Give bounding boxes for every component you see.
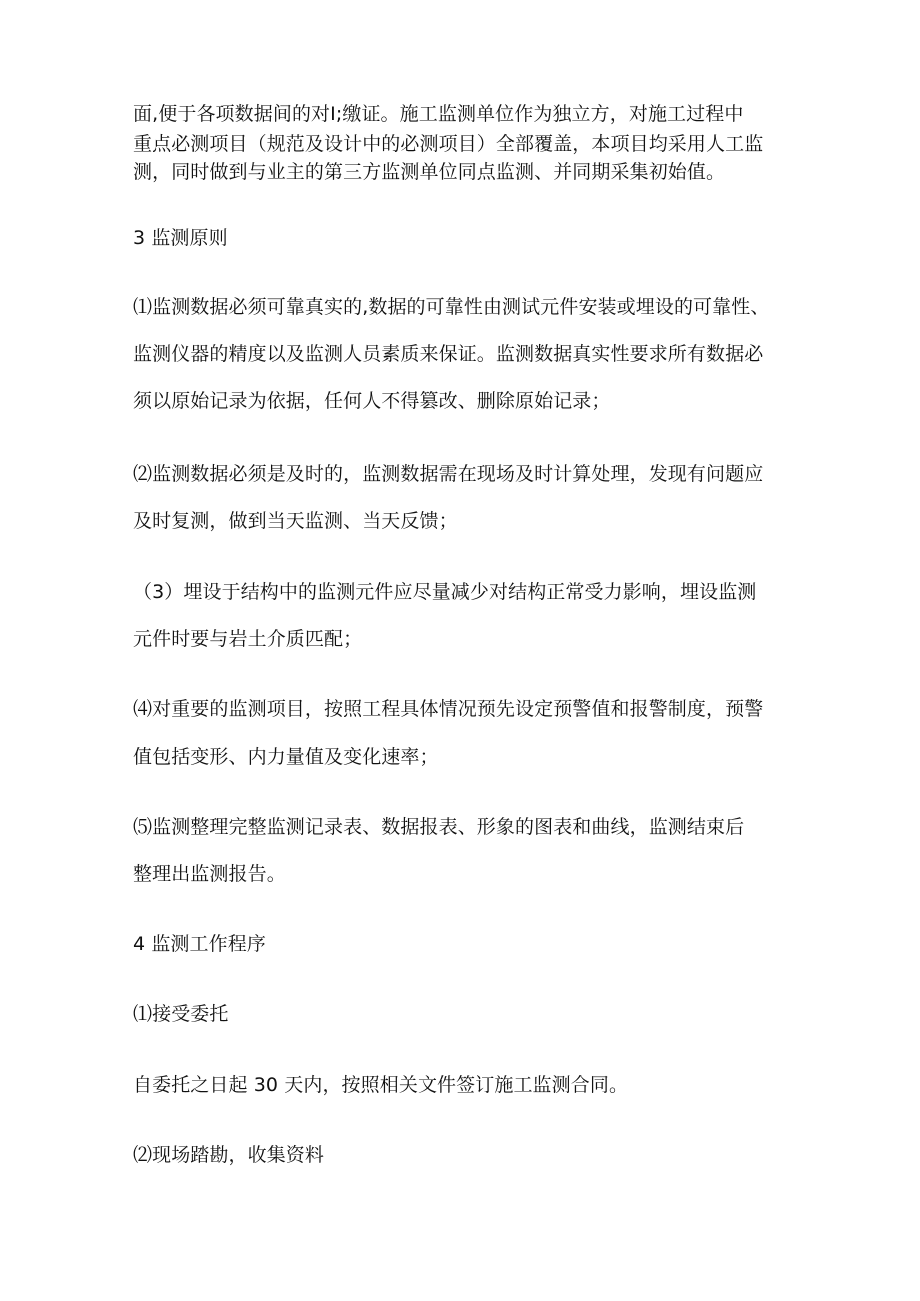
procedure-step-1-text: 自委托之日起 30 天内，按照相关文件签订施工监测合同。 xyxy=(133,1074,629,1096)
principle-2-line-2: 及时复测，做到当天监测、当天反馈； xyxy=(133,510,458,532)
principle-5-line-2: 整理出监测报告。 xyxy=(133,863,286,885)
principle-1-line-2: 监测仪器的精度以及监测人员素质来保证。监测数据真实性要求所有数据必 xyxy=(133,343,764,365)
section-4-heading: 4 监测工作程序 xyxy=(133,933,266,955)
principle-4-line-1: ⑷对重要的监测项目，按照工程具体情况预先设定预警值和报警制度，预警 xyxy=(133,698,764,720)
principle-1-line-1: ⑴监测数据必须可靠真实的,数据的可靠性由测试元件安装或埋设的可靠性、 xyxy=(133,296,770,318)
intro-line-1: 面,便于各项数据间的对Ⅰ;缴证。施工监测单位作为独立方，对施工过程中 xyxy=(133,103,744,125)
principle-4-line-2: 值包括变形、内力量值及变化速率； xyxy=(133,746,439,768)
principle-1-line-3: 须以原始记录为依据，任何人不得篡改、删除原始记录； xyxy=(133,390,611,412)
principle-2-line-1: ⑵监测数据必须是及时的，监测数据需在现场及时计算处理，发现有问题应 xyxy=(133,463,764,485)
procedure-step-1-title: ⑴接受委托 xyxy=(133,1003,229,1025)
principle-3-line-1: （3）埋设于结构中的监测元件应尽量减少对结构正常受力影响，埋设监测 xyxy=(133,581,757,603)
principle-5-line-1: ⑸监测整理完整监测记录表、数据报表、形象的图表和曲线，监测结束后 xyxy=(133,816,745,838)
procedure-step-2-title: ⑵现场踏勘，收集资料 xyxy=(133,1144,325,1166)
intro-line-3: 测，同时做到与业主的第三方监测单位同点监测、并同期采集初始值。 xyxy=(133,161,726,183)
intro-line-2: 重点必测项目（规范及设计中的必测项目）全部覆盖，本项目均采用人工监 xyxy=(133,133,764,155)
principle-3-line-2: 元件时要与岩土介质匹配； xyxy=(133,628,363,650)
section-3-heading: 3 监测原则 xyxy=(133,227,228,249)
